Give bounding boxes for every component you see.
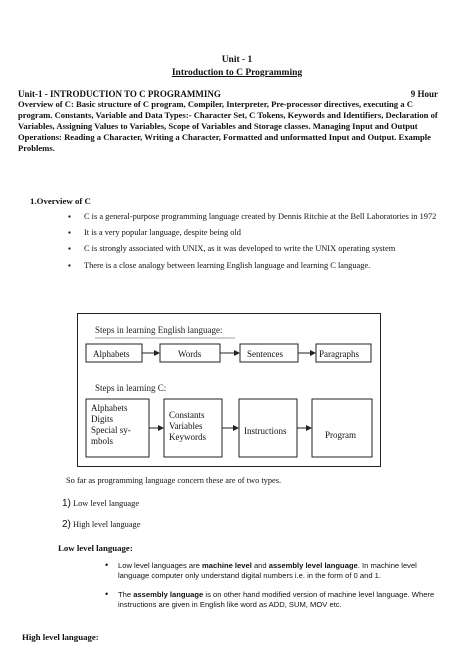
level-item: [62, 498, 139, 509]
c-step-label: Variables: [169, 421, 203, 431]
text-run: . In machine level language computer only understand digital numbers i.e. in the form of 0 and 1.: [118, 561, 417, 580]
text-run: is on other hand modified version of machine level language. Where instructions are given in English like word as ADD, SUM, MOV etc.: [118, 590, 435, 609]
unit-number: Unit - 1: [221, 55, 253, 65]
c-step-label: Program: [325, 430, 356, 440]
c-step-label: Constants: [169, 410, 205, 420]
types-intro: So far as programming language concern these are of two types.: [66, 476, 282, 485]
list-item: [105, 590, 435, 609]
c-caption: Steps in learning C:: [95, 383, 167, 393]
bullet-item: ▪ C is a general-purpose programming language created by Dennis Ritchie at the Bell Laboratories in 1972: [62, 209, 452, 225]
c-step-box: [312, 399, 372, 457]
c-step-label: Special sy-: [91, 425, 131, 435]
level-item: [62, 519, 140, 530]
level-text: Low level language: [73, 499, 140, 508]
english-step-label: Sentences: [247, 349, 283, 359]
english-step-label: Words: [178, 349, 202, 359]
high-level-heading: High level language:: [22, 632, 99, 642]
bullet-item: ▪ It is a very popular language, despite being old: [62, 225, 452, 241]
c-step-label: Keywords: [169, 432, 206, 442]
bullet-item: ▪ C is strongly associated with UNIX, as it was developed to write the UNIX operating system: [62, 241, 452, 257]
level-number: 1): [62, 498, 71, 509]
syllabus-overview: Overview of C: Basic structure of C program, Compiler, Interpreter, Pre-processor directives, executing a C program. Constants, Variable and Data Types:- Character Set, C Tokens, Keywords and Identifiers, Declaration of Variables, Assigning Values to Variables, Scope of Variables and Storage classes. Managing Input and Output Operations: Reading a Character, Writing a Character, Formatted and unformatted Input and Output. Example Problems.: [18, 99, 438, 153]
unit-title: Introduction to C Programming: [171, 68, 303, 78]
english-step-label: Paragraphs: [319, 349, 359, 359]
low-level-list: [105, 561, 435, 619]
c-step-label: mbols: [91, 436, 114, 446]
diagram-canvas: [78, 314, 380, 466]
text-run: Low level languages are: [118, 561, 203, 570]
text-run: and: [251, 561, 269, 570]
bold-term: assembly language: [133, 590, 204, 600]
overview-bullet-list: [62, 209, 452, 274]
low-level-heading: Low level language:: [58, 543, 133, 553]
c-step-label: Instructions: [244, 426, 287, 436]
bold-term: machine level: [202, 561, 252, 570]
bold-term: assembly level language: [268, 561, 358, 570]
english-step-label: Alphabets: [93, 349, 130, 359]
unit-hours: 9 Hour: [410, 89, 438, 99]
text-run: The: [118, 590, 134, 600]
english-caption: Steps in learning English language:: [95, 325, 223, 335]
unit-line: [18, 89, 438, 99]
learning-steps-diagram: [77, 313, 381, 467]
list-item: [105, 561, 435, 580]
c-step-label: Alphabets: [91, 403, 128, 413]
bullet-item: ▪ There is a close analogy between learning English language and learning C language.: [62, 258, 452, 274]
level-number: 2): [62, 519, 71, 530]
section-heading-overview: 1.Overview of C: [30, 196, 91, 206]
level-text: High level language: [73, 520, 141, 529]
unit-label: Unit-1 - INTRODUCTION TO C PROGRAMMING: [18, 89, 221, 99]
c-step-label: Digits: [91, 414, 114, 424]
